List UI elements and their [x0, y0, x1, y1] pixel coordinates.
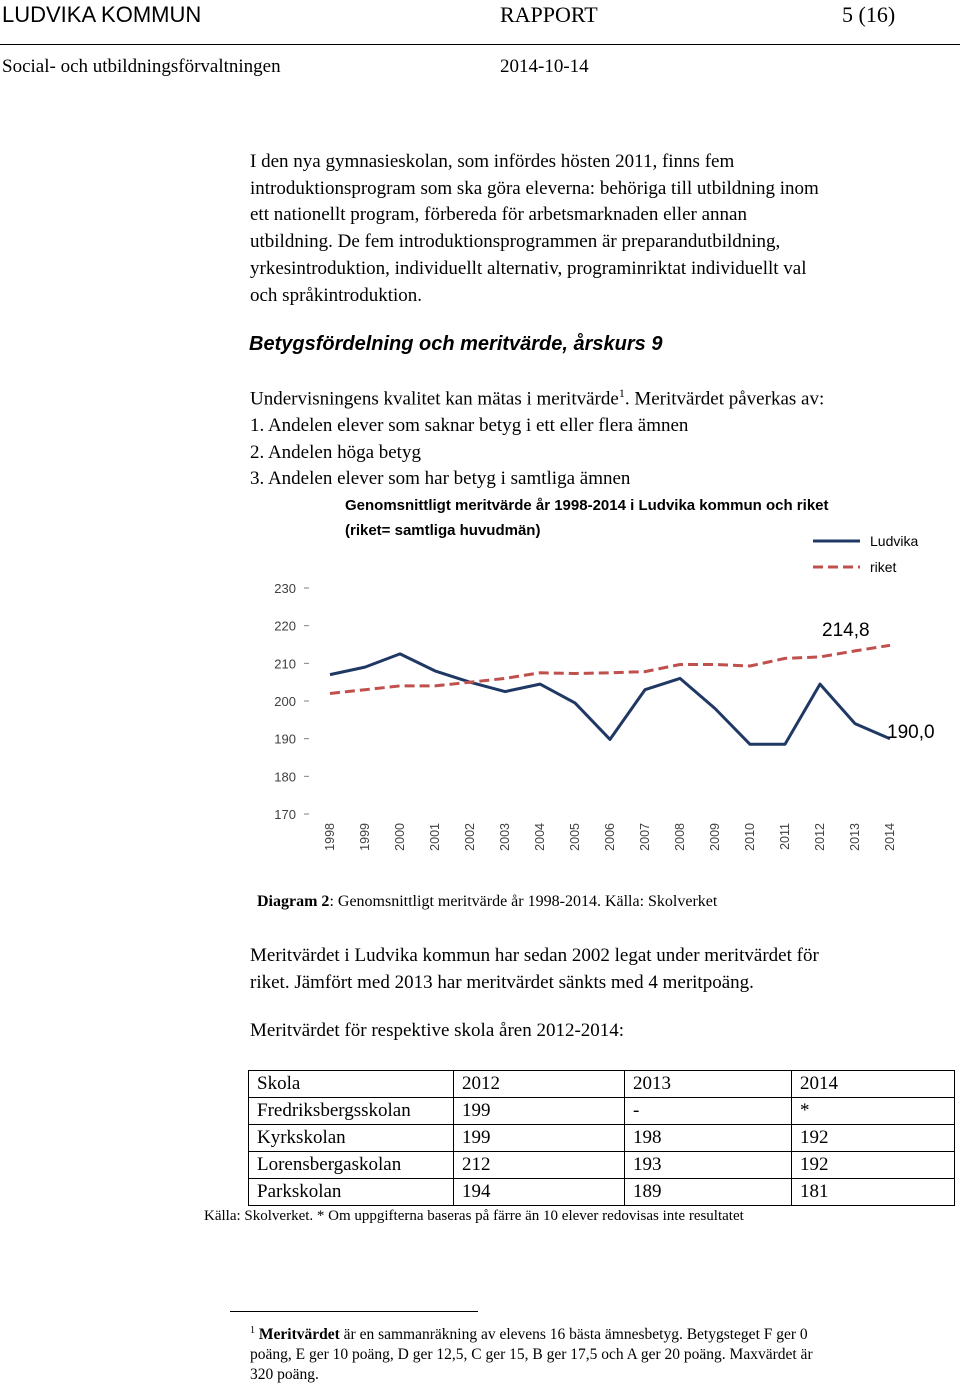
x-tick-label: 1998 — [323, 823, 337, 851]
section-heading: Betygsfördelning och meritvärde, årskurs 9 — [249, 333, 663, 355]
x-tick-label: 2003 — [498, 823, 512, 851]
list-item: 3. Andelen elever som har betyg i samtliga ämnen — [250, 468, 631, 490]
document-date: 2014-10-14 — [500, 56, 589, 77]
organization-name: LUDVIKA KOMMUN — [2, 2, 202, 27]
end-label-ludvika: 190,0 — [887, 722, 935, 743]
chart-title: Genomsnittligt meritvärde år 1998-2014 i Ludvika kommun och riket (riket= samtliga huvudmän) — [345, 497, 829, 539]
x-tick-label: 2007 — [638, 823, 652, 851]
series-line-ludvika — [330, 654, 890, 744]
page-number: 5 (16) — [842, 2, 896, 27]
document-type: RAPPORT — [500, 2, 598, 27]
x-tick-label: 1999 — [358, 823, 372, 851]
y-tick-label: 180 — [274, 769, 296, 785]
table-row: Fredriksbergsskolan 199 - * — [249, 1098, 955, 1125]
table-header-row: Skola 2012 2013 2014 — [249, 1071, 955, 1098]
header-rule — [0, 44, 960, 45]
footnote-rule — [230, 1311, 478, 1312]
intro-line: yrkesintroduktion, individuellt alternativ, programinriktat individuellt val — [250, 257, 807, 279]
x-tick-label: 2005 — [568, 823, 582, 851]
x-tick-label: 2014 — [883, 823, 897, 851]
x-tick-label: 2013 — [848, 823, 862, 851]
chart-caption: Diagram 2: Genomsnittligt meritvärde år 1998-2014. Källa: Skolverket — [257, 893, 718, 910]
intro-paragraph — [250, 149, 950, 309]
x-tick-label: 2004 — [533, 823, 547, 851]
intro-line: I den nya gymnasieskolan, som infördes hösten 2011, finns fem — [250, 151, 735, 172]
list-item: 2. Andelen höga betyg — [250, 441, 421, 463]
y-tick-label: 220 — [274, 618, 296, 634]
x-tick-label: 2010 — [743, 823, 757, 851]
table-row: Kyrkskolan 199 198 192 — [249, 1125, 955, 1152]
intro-line: introduktionsprogram som ska göra eleverna: behöriga till utbildning inom — [250, 177, 819, 199]
x-tick-label: 2009 — [708, 823, 722, 851]
merit-line-chart — [250, 480, 950, 870]
intro-line: och språkintroduktion. — [250, 284, 423, 306]
list-item: 1. Andelen elever som saknar betyg i ett eller flera ämnen — [250, 415, 689, 437]
end-label-riket: 214,8 — [822, 620, 870, 641]
footnote: $^1$ Meritvärdet är en sammanräkning av elevens 16 bästa ämnesbetyg. Betygsteget F ger 0 poäng, E ger 10 poäng, D ger 12,5, C ger 15, B ger 17,5 och A ger 20 poäng. Maxvärdet är 320 poäng. — [250, 1325, 813, 1384]
y-tick-label: 210 — [274, 656, 296, 672]
table-row: Lorensbergaskolan 212 193 192 — [249, 1152, 955, 1179]
series-line-riket — [330, 645, 890, 693]
y-tick-label: 230 — [274, 581, 296, 596]
department-name: Social- och utbildningsförvaltningen — [2, 56, 281, 77]
table-title: Meritvärdet för respektive skola åren 2012-2014: — [250, 1020, 625, 1041]
x-tick-label: 2008 — [673, 823, 687, 851]
x-tick-label: 2001 — [428, 823, 442, 851]
summary-paragraph: Meritvärdet i Ludvika kommun har sedan 2002 legat under meritvärdet för riket. Jämfört med 2013 har meritvärdet sänkts med 4 meritpoäng. — [250, 945, 819, 993]
x-tick-label: 2006 — [603, 823, 617, 851]
x-tick-label: 2012 — [813, 823, 827, 851]
x-tick-label: 2000 — [393, 823, 407, 851]
x-tick-label: 2011 — [778, 823, 792, 850]
merit-factors-list — [250, 380, 824, 493]
y-tick-label: 170 — [274, 807, 296, 822]
intro-line: utbildning. De fem introduktionsprogrammen är preparandutbildning, — [250, 231, 781, 253]
table-row: Parkskolan 194 189 181 — [249, 1179, 955, 1206]
school-merit-table — [248, 1070, 955, 1206]
x-tick-label: 2002 — [463, 823, 477, 851]
legend-label-riket: riket — [870, 559, 897, 575]
legend-label-ludvika: Ludvika — [870, 533, 919, 549]
intro-line: ett nationellt program, förbereda för arbetsmarknaden eller annan — [250, 204, 747, 226]
y-tick-label: 200 — [274, 694, 296, 709]
source-note: Källa: Skolverket. * Om uppgifterna baseras på färre än 10 elever redovisas inte resultatet — [204, 1208, 744, 1224]
y-tick-label: 190 — [274, 731, 296, 747]
lead-sentence: Undervisningens kvalitet kan mätas i meritvärde$^1$. Meritvärdet påverkas av: — [250, 386, 825, 410]
